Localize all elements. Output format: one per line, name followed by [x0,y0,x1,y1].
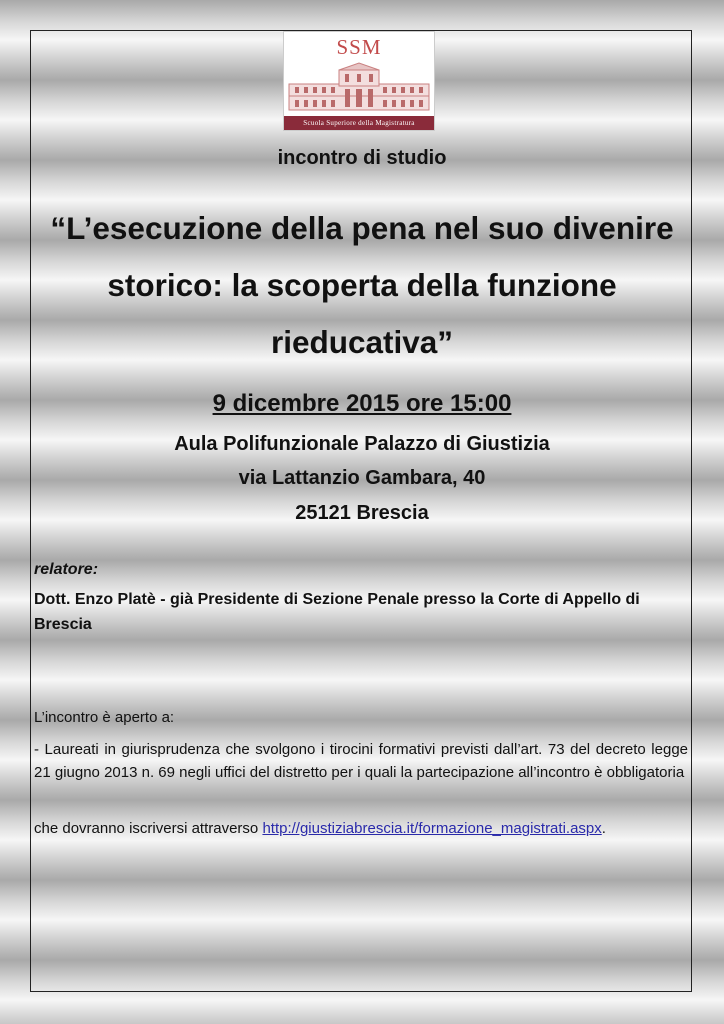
event-street: via Lattanzio Gambara, 40 [238,467,486,489]
ssm-logo [283,31,435,131]
event-date: 9 dicembre 2015 ore 15:00 [212,390,512,417]
open-to-label: L’incontro è aperto a: [34,709,175,726]
registration-prefix: che dovranno iscriversi attraverso [34,820,263,837]
speaker-label: relatore: [34,561,99,578]
logo-acronym: SSM [336,35,382,59]
speaker-name: Dott. Enzo Platè - già Presidente di Sezione Penale presso la Corte di Appello di Brescia [34,591,640,633]
event-type: incontro di studio [277,147,447,169]
event-city: 25121 Brescia [295,502,429,524]
audience-description: - Laureati in giurisprudenza che svolgono i tirocini formativi previsti dall’art. 73 del decreto legge 21 giugno 2013 n. 69 negli uffici del distretto per i quali la partecipazione all’incontro è obbligatoria [34,741,688,781]
event-venue: Aula Polifunzionale Palazzo di Giustizia [174,433,550,455]
event-title: “L’esecuzione della pena nel suo divenire storico: la scoperta della funzione rieducativa” [50,210,674,360]
registration-line [34,820,688,837]
palace-illustration [287,62,431,114]
logo-caption: Scuola Superiore della Magistratura [284,116,434,130]
registration-link[interactable]: http://giustiziabrescia.it/formazione_magistrati.aspx [262,820,602,837]
registration-suffix: . [601,820,606,837]
